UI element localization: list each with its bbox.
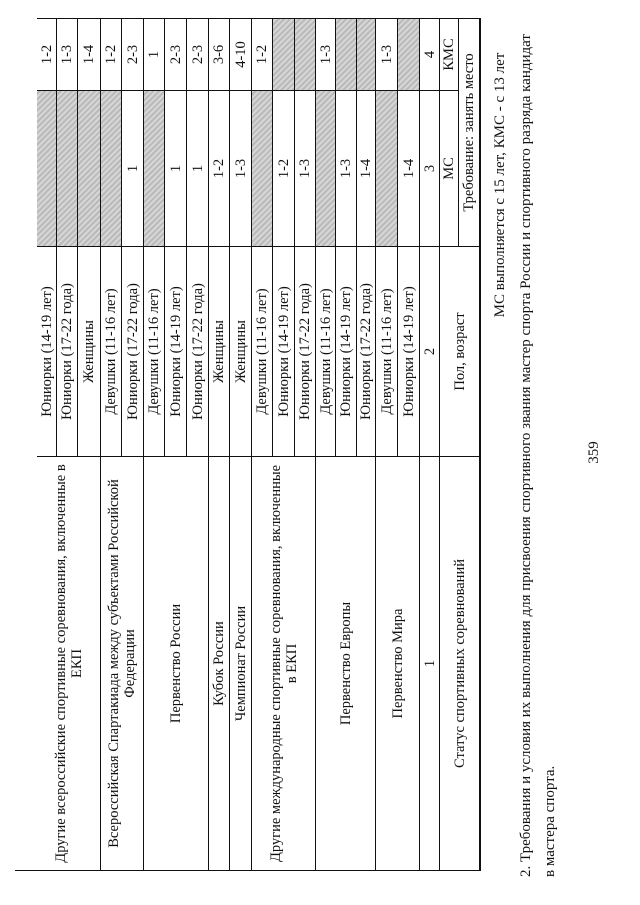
header-status: Статус спортивных соревнований [440,456,480,870]
kms-place-cell [295,18,316,90]
kms-place-cell: 1-3 [57,18,78,90]
sex-age-cell: Юниорки (17-22 года) [357,246,376,456]
competition-status: Первенство Мира [376,456,420,870]
kms-place-cell: 2-3 [122,18,144,90]
competition-status: Другие международные спортивные соревнования, включенные в ЕКП [252,456,316,870]
sex-age-cell: Юниорки (14-19 лет) [37,246,57,456]
sex-age-cell: Женщины [78,246,101,456]
ms-place-cell: 1-3 [230,90,252,246]
competition-status: Первенство Европы [316,456,376,870]
ms-place-cell: 1-4 [357,90,376,246]
ms-place-cell [252,90,273,246]
ms-place-cell: 1-2 [273,90,295,246]
ms-place-cell [37,90,57,246]
ms-place-cell: 1-4 [398,90,420,246]
competition-status: Чемпионат России [230,456,252,870]
sex-age-cell: Юниорки (14-19 лет) [165,246,187,456]
sex-age-cell: Женщины [209,246,230,456]
sex-age-cell: Девушки (11-16 лет) [316,246,336,456]
ms-place-cell [78,90,101,246]
competition-status: Всероссийская Спартакиада между субъектами Российской Федерации [101,456,144,870]
ms-place-cell [57,90,78,246]
competition-status: Первенство России [144,456,209,870]
page-number: 359 [586,441,602,464]
kms-place-cell [398,18,420,90]
kms-place-cell: 1-3 [316,18,336,90]
kms-place-cell: 3-6 [209,18,230,90]
column-number: 3 [420,90,440,246]
kms-place-cell: 1-4 [78,18,101,90]
ms-place-cell: 1 [165,90,187,246]
kms-place-cell: 2-3 [165,18,187,90]
ms-place-cell [376,90,398,246]
ms-place-cell [144,90,165,246]
ms-place-cell: 1-3 [295,90,316,246]
kms-place-cell: 1-2 [37,18,57,90]
kms-place-cell: 1-2 [101,18,122,90]
ms-place-cell: 1 [187,90,209,246]
kms-place-cell: 1 [144,18,165,90]
kms-place-cell [273,18,295,90]
kms-place-cell: 4-10 [230,18,252,90]
sex-age-cell: Юниорки (14-19 лет) [336,246,357,456]
column-number: 1 [420,456,440,870]
section-heading: 2. Требования и условия их выполнения для присвоения спортивного звания мастер спорта России и спортивного разряда кандидат в мастера спорта. [518,34,558,877]
sex-age-cell: Девушки (11-16 лет) [101,246,122,456]
header-sex-age: Пол, возраст [440,246,480,456]
kms-place-cell [336,18,357,90]
sex-age-cell: Девушки (11-16 лет) [376,246,398,456]
sex-age-cell: Девушки (11-16 лет) [252,246,273,456]
ms-place-cell: 1 [122,90,144,246]
ms-place-cell [101,90,122,246]
sex-age-cell: Юниорки (17-22 года) [57,246,78,456]
sex-age-cell: Юниорки (17-22 года) [295,246,316,456]
requirements-table [15,18,481,871]
ms-place-cell: 1-3 [336,90,357,246]
sex-age-cell: Юниорки (17-22 года) [122,246,144,456]
competition-status: Другие всероссийские спортивные соревнования, включенные в ЕКП [37,456,101,870]
ms-age-note: МС выполняется с 15 лет, КМС - с 13 лет [492,52,508,318]
ms-place-cell: 1-2 [209,90,230,246]
sex-age-cell: Юниорки (14-19 лет) [398,246,420,456]
kms-place-cell [357,18,376,90]
sex-age-cell: Женщины [230,246,252,456]
header-kms: КМС [440,18,459,90]
header-ms: МС [440,90,459,246]
column-number: 4 [420,18,440,90]
kms-place-cell: 2-3 [187,18,209,90]
ms-place-cell [316,90,336,246]
column-number: 2 [420,246,440,456]
kms-place-cell: 1-2 [252,18,273,90]
kms-place-cell: 1-3 [376,18,398,90]
sex-age-cell: Юниорки (14-19 лет) [273,246,295,456]
competition-status: Кубок России [209,456,230,870]
sex-age-cell: Девушки (11-16 лет) [144,246,165,456]
header-requirement: Требование: занять место [459,18,480,246]
sex-age-cell: Юниорки (17-22 года) [187,246,209,456]
